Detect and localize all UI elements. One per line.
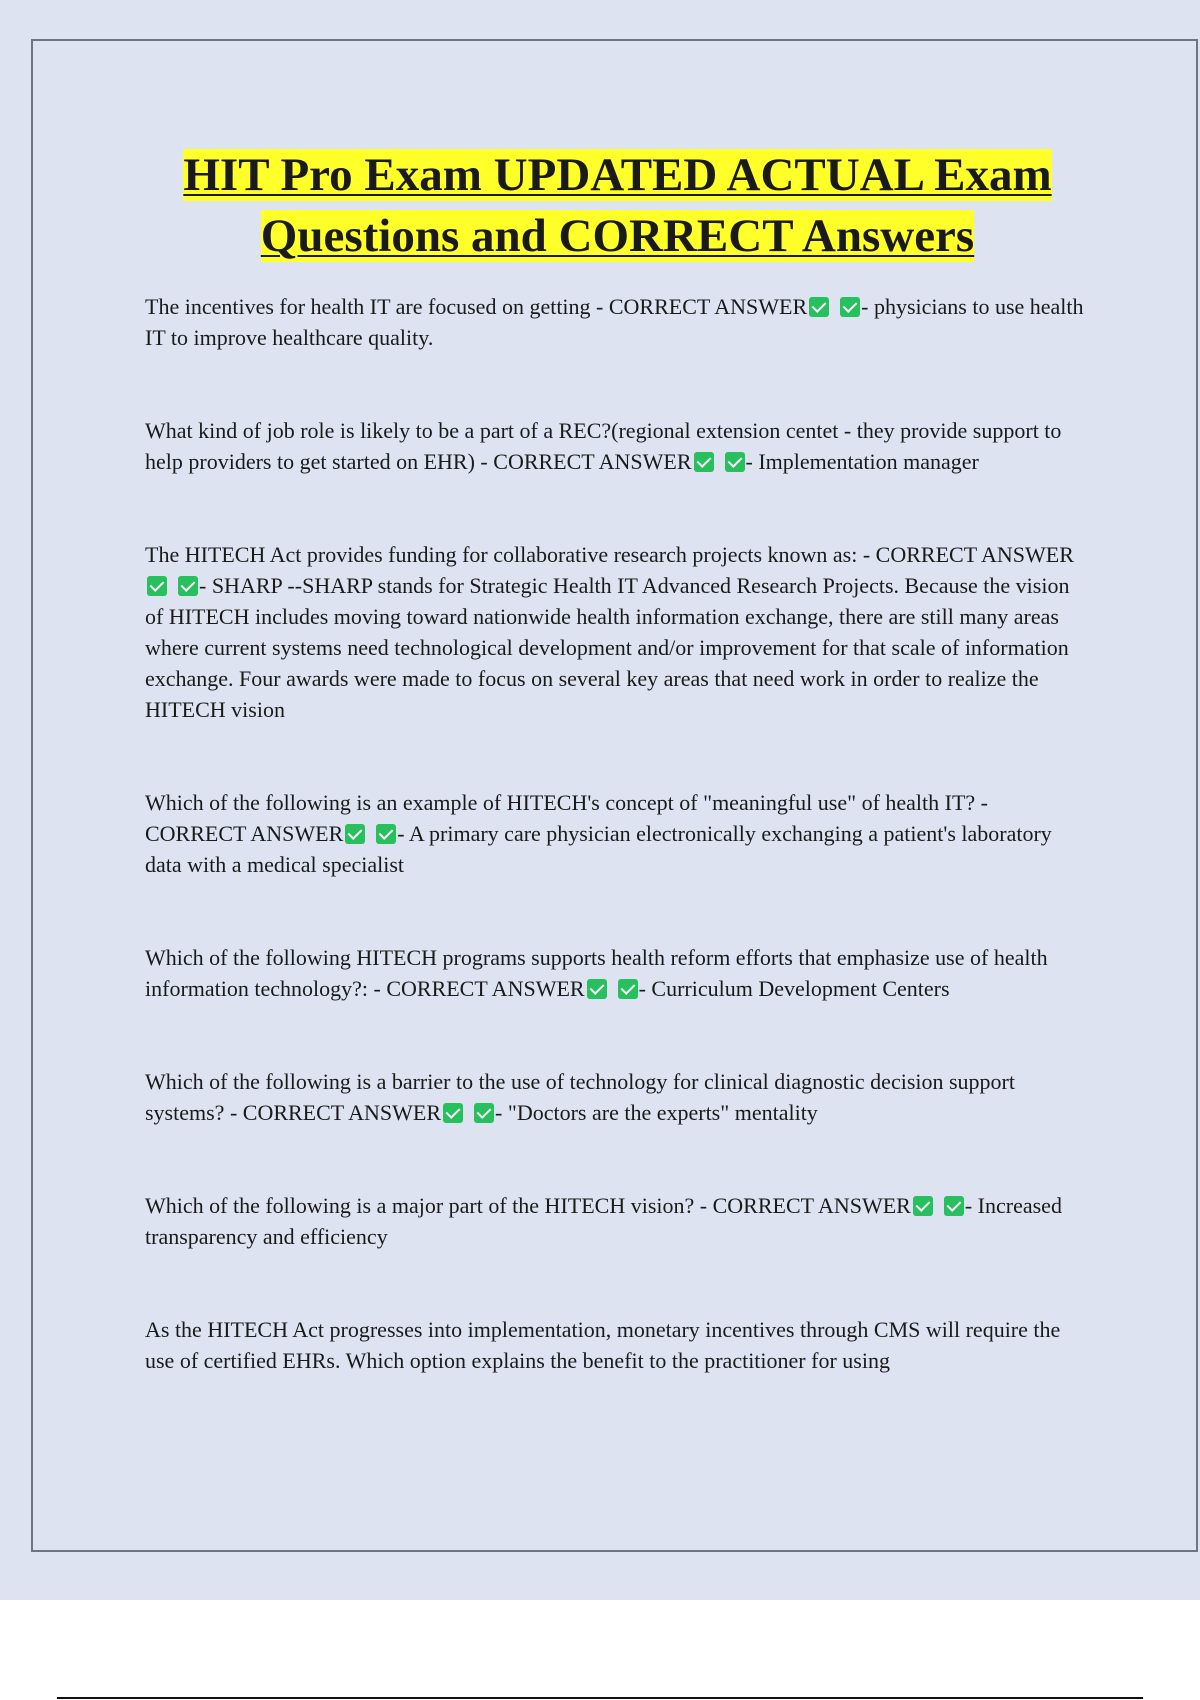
checkmark-icon (345, 824, 365, 844)
qa-item-7 (145, 1190, 1090, 1252)
answer-text: - SHARP --SHARP stands for Strategic Health IT Advanced Research Projects. Because the vision of HITECH includes moving toward nationwide health information exchange, there are still many areas where current systems need technological development and/or improvement for that scale of information exchange. Four awards were made to focus on several key areas that need work in order to realize the HITECH vision (145, 573, 1070, 722)
correct-answer-label: CORRECT ANSWER (386, 976, 585, 1001)
answer-text: - Implementation manager (745, 449, 979, 474)
question-text: Which of the following is a barrier to the use of technology for clinical diagnostic decision support systems? - (145, 1069, 1015, 1125)
document-content (145, 145, 1090, 1376)
checkmark-icon (147, 576, 167, 596)
checkmark-icon (178, 576, 198, 596)
checkmark-icon (809, 297, 829, 317)
document-title (145, 145, 1090, 267)
correct-answer-label: CORRECT ANSWER (145, 821, 344, 846)
correct-answer-label: CORRECT ANSWER (712, 1193, 911, 1218)
checkmark-icon (694, 452, 714, 472)
question-text: The incentives for health IT are focused on getting - (145, 294, 609, 319)
question-text: The HITECH Act provides funding for collaborative research projects known as: - (145, 542, 876, 567)
checkmark-icon (376, 824, 396, 844)
correct-answer-label: CORRECT ANSWER (875, 542, 1074, 567)
checkmark-icon (725, 452, 745, 472)
checkmark-icon (443, 1103, 463, 1123)
answer-text: - A primary care physician electronically exchanging a patient's laboratory data with a medical specialist (145, 821, 1052, 877)
qa-item-8 (145, 1314, 1090, 1376)
answer-text: - Increased transparency and efficiency (145, 1193, 1062, 1249)
question-text: Which of the following HITECH programs supports health reform efforts that emphasize use of health information technology?: - (145, 945, 1048, 1001)
correct-answer-label: CORRECT ANSWER (608, 294, 808, 319)
answer-text: - "Doctors are the experts" mentality (495, 1100, 818, 1125)
qa-item-4 (145, 787, 1090, 880)
title-line-2: Questions and CORRECT Answers (260, 210, 975, 262)
qa-item-5 (145, 942, 1090, 1004)
qa-item-3 (145, 539, 1090, 725)
question-text: What kind of job role is likely to be a part of a REC?(regional extension centet - they provide support to help providers to get started on EHR) - (145, 418, 1062, 474)
qa-item-1 (145, 291, 1090, 353)
qa-list (145, 291, 1090, 1376)
qa-item-2 (145, 415, 1090, 477)
checkmark-icon (944, 1196, 964, 1216)
question-text: Which of the following is a major part of the HITECH vision? - (145, 1193, 713, 1218)
checkmark-icon (840, 297, 860, 317)
answer-text: - Curriculum Development Centers (638, 976, 950, 1001)
question-text: Which of the following is an example of HITECH's concept of "meaningful use" of health IT? - (145, 790, 989, 815)
answer-text: - physicians to use health IT to improve healthcare quality. (145, 294, 1084, 350)
correct-answer-label: CORRECT ANSWER (493, 449, 692, 474)
title-line-1: HIT Pro Exam UPDATED ACTUAL Exam (183, 149, 1052, 201)
footer-divider (57, 1697, 1143, 1699)
checkmark-icon (913, 1196, 933, 1216)
question-text: As the HITECH Act progresses into implementation, monetary incentives through CMS will require the use of certified EHRs. Which option explains the benefit to the practitioner for using (145, 1317, 1061, 1373)
checkmark-icon (474, 1103, 494, 1123)
checkmark-icon (618, 979, 638, 999)
checkmark-icon (587, 979, 607, 999)
correct-answer-label: CORRECT ANSWER (242, 1100, 442, 1125)
qa-item-6 (145, 1066, 1090, 1128)
